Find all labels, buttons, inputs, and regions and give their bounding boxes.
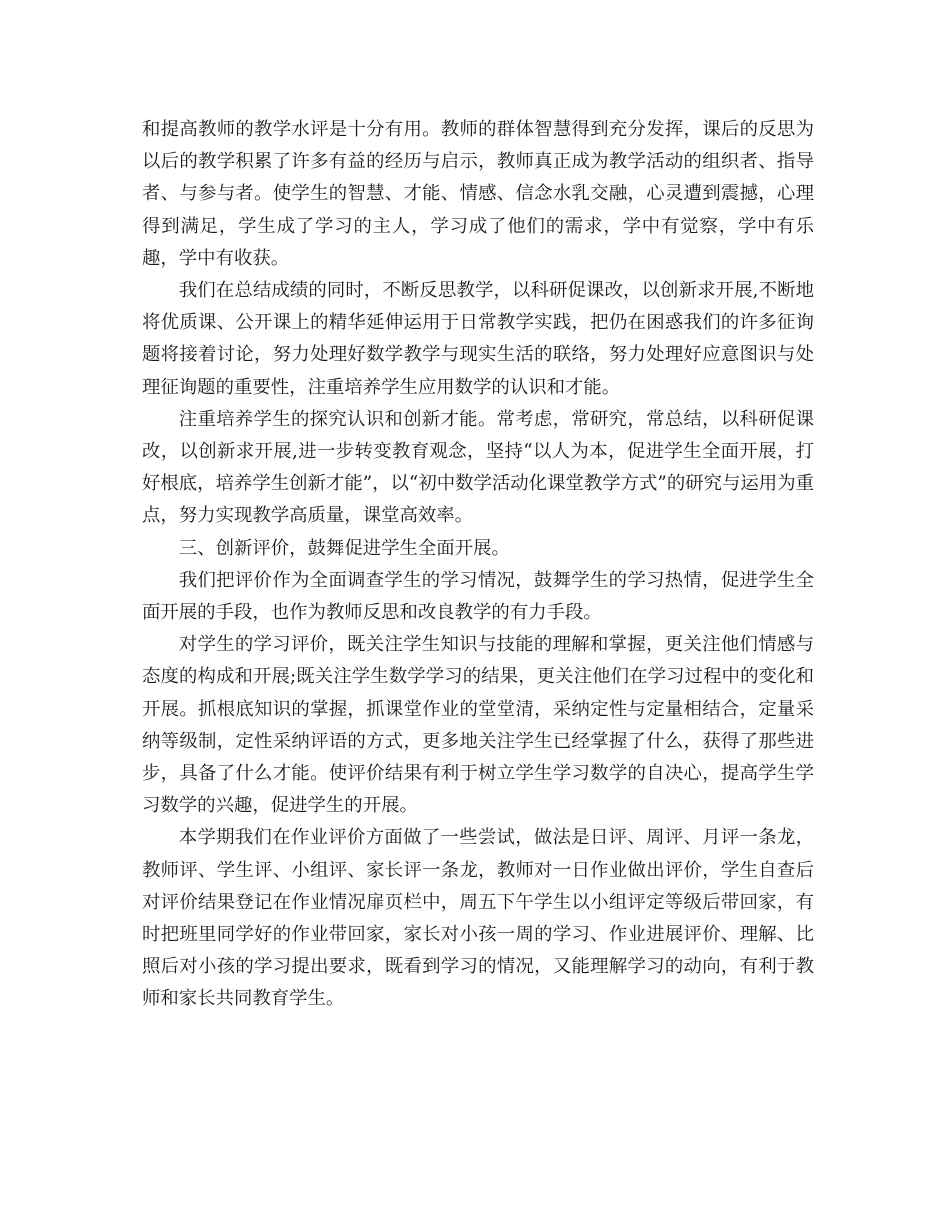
paragraph-5: 我们把评价作为全面调查学生的学习情况，鼓舞学生的学习热情，促进学生全面开展的手段，也作为教师反思和改良教学的有力手段。 (142, 569, 814, 624)
document-body (142, 114, 814, 1016)
section-heading: 三、创新评价，鼓舞促进学生全面开展。 (178, 537, 510, 559)
paragraph-1: 和提高教师的教学水评是十分有用。教师的群体智慧得到充分发挥，课后的反思为以后的教学积累了许多有益的经历与启示，教师真正成为教学活动的组织者、指导者、与参与者。使学生的智慧、才能、情感、信念水乳交融，心灵遭到震撼，心理得到满足，学生成了学习的主人，学习成了他们的需求，学中有觉察，学中有乐趣，学中有收获。 (142, 119, 814, 269)
paragraph-3: 注重培养学生的探究认识和创新才能。常考虑，常研究，常总结，以科研促课改，以创新求开展,进一步转变教育观念，坚持“以人为本，促进学生全面开展，打好根底，培养学生创新才能”，以“初中数学活动化课堂教学方式”的研究与运用为重点，努力实现教学高质量，课堂高效率。 (142, 408, 814, 527)
paragraph-6: 对学生的学习评价，既关注学生知识与技能的理解和掌握，更关注他们情感与态度的构成和开展;既关注学生数学学习的结果，更关注他们在学习过程中的变化和开展。抓根底知识的掌握，抓课堂作业的堂堂清，采纳定性与定量相结合，定量采纳等级制，定性采纳评语的方式，更多地关注学生已经掌握了什么，获得了那些进步，具备了什么才能。使评价结果有利于树立学生学习数学的自决心，提高学生学习数学的兴趣，促进学生的开展。 (142, 634, 814, 817)
paragraph-7: 本学期我们在作业评价方面做了一些尝试，做法是日评、周评、月评一条龙，教师评、学生评、小组评、家长评一条龙，教师对一日作业做出评价，学生自查后对评价结果登记在作业情况扉页栏中，周五下午学生以小组评定等级后带回家，有时把班里同学好的作业带回家，家长对小孩一周的学习、作业进展评价、理解、比照后对小孩的学习提出要求，既看到学习的情况，又能理解学习的动向，有利于教师和家长共同教育学生。 (142, 827, 814, 1010)
paragraph-2: 我们在总结成绩的同时，不断反思教学，以科研促课改，以创新求开展,不断地将优质课、公开课上的精华延伸运用于日常教学实践，把仍在困惑我们的许多征询题将接着讨论，努力处理好数学教学与现实生活的联络，努力处理好应意图识与处理征询题的重要性，注重培养学生应用数学的认识和才能。 (142, 280, 814, 398)
